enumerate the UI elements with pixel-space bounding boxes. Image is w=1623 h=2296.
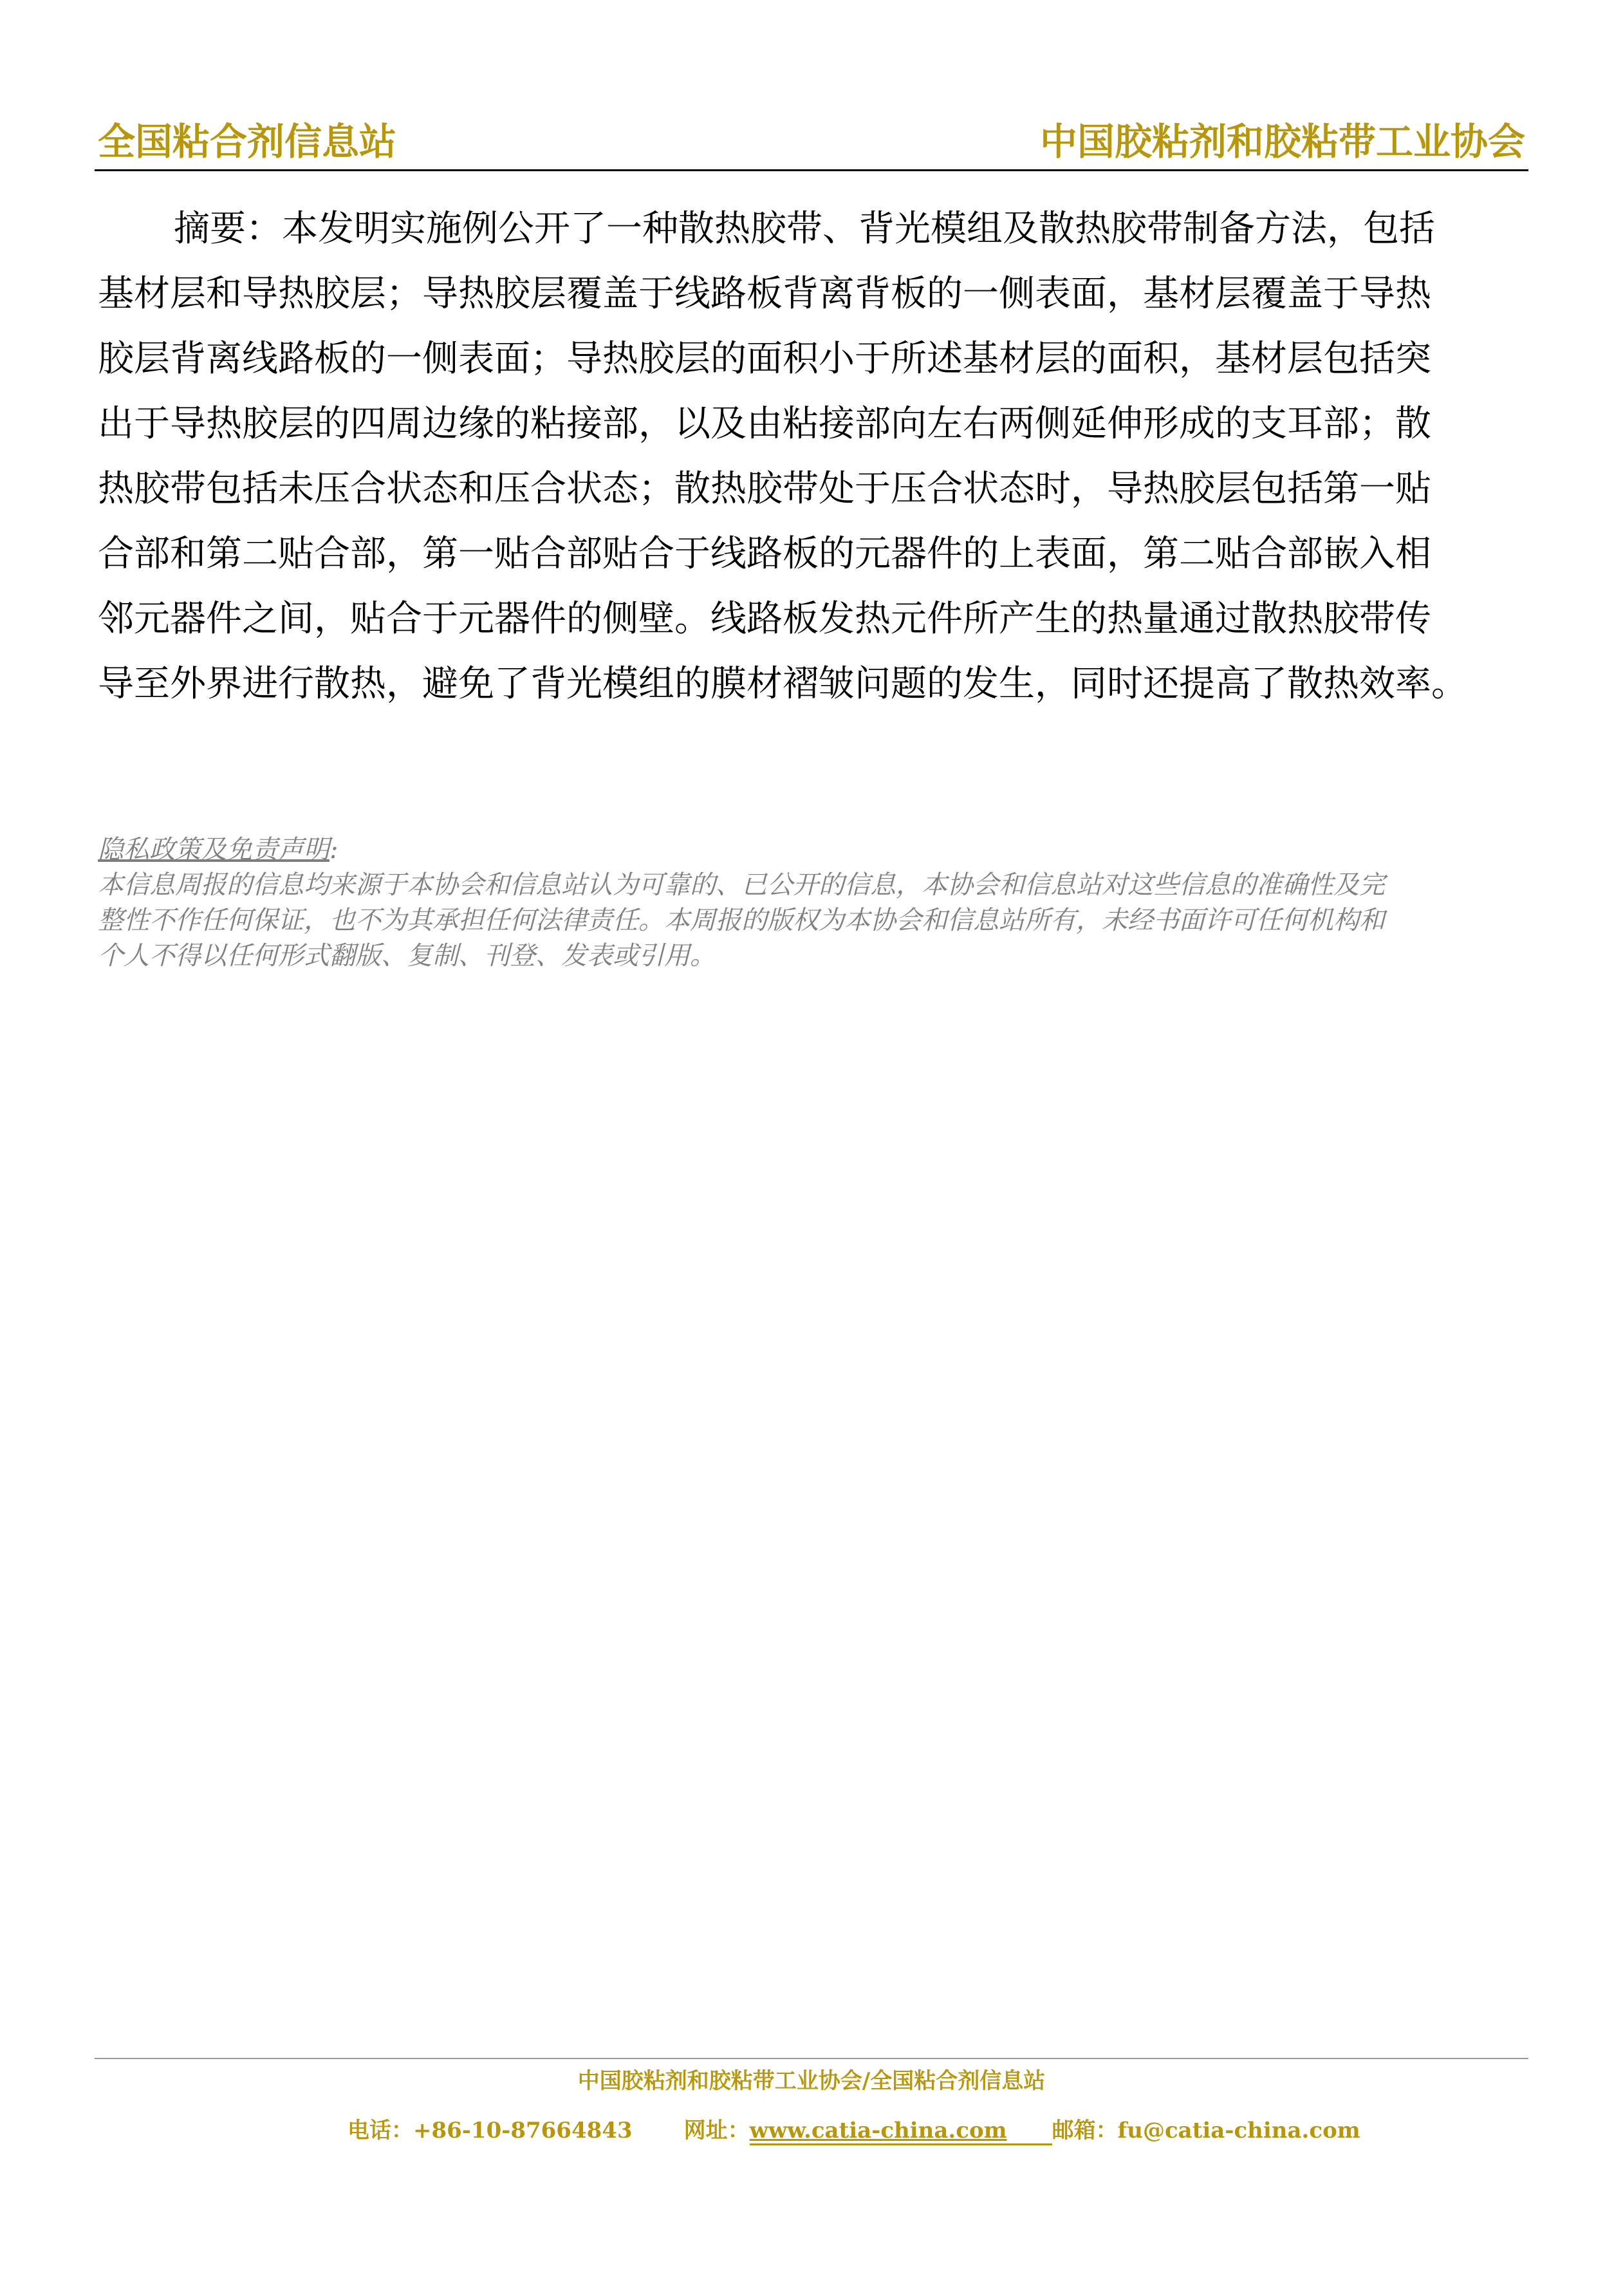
abstract-line: 胶层背离线路板的一侧表面；导热胶层的面积小于所述基材层的面积，基材层包括突 <box>98 338 1431 380</box>
abstract-line: 热胶带包括未压合状态和压合状态；散热胶带处于压合状态时，导热胶层包括第一贴 <box>98 468 1431 510</box>
abstract-line: 邻元器件之间，贴合于元器件的侧壁。线路板发热元件所产生的热量通过散热胶带传 <box>98 598 1431 640</box>
disclaimer-line: 整性不作任何保证，也不为其承担任何法律责任。本周报的版权为本协会和信息站所有，未经书面许可任何机构和 <box>98 906 1385 935</box>
abstract-line: 导至外界进行散热，避免了背光模组的膜材褶皱问题的发生，同时还提高了散热效率。 <box>98 663 1467 705</box>
header-divider <box>95 169 1528 171</box>
disclaimer-line: 本信息周报的信息均来源于本协会和信息站认为可靠的、已公开的信息，本协会和信息站对这些信息的准确性及完 <box>98 870 1385 900</box>
abstract-line: 合部和第二贴合部，第一贴合部贴合于线路板的元器件的上表面，第二贴合部嵌入相 <box>98 533 1431 575</box>
footer-contact <box>348 2114 1360 2147</box>
abstract-line: 出于导热胶层的四周边缘的粘接部，以及由粘接部向左右两侧延伸形成的支耳部；散 <box>98 403 1431 445</box>
abstract-paragraph <box>98 196 1534 716</box>
phone-label: 电话： <box>348 2118 413 2143</box>
footer-organization: 中国胶粘剂和胶粘带工业协会/全国粘合剂信息站 <box>577 2068 1046 2094</box>
website-link[interactable]: www.catia-china.com <box>750 2118 1052 2145</box>
disclaimer-line: 个人不得以任何形式翻版、复制、刊登、发表或引用。 <box>98 941 716 971</box>
site-title: 全国粘合剂信息站 <box>98 120 397 163</box>
abstract-line: 摘要：本发明实施例公开了一种散热胶带、背光模组及散热胶带制备方法，包括 <box>174 208 1435 250</box>
email-label: 邮箱： <box>1052 2118 1118 2143</box>
footer-divider <box>95 2058 1528 2059</box>
association-title: 中国胶粘剂和胶粘带工业协会 <box>1039 120 1525 163</box>
disclaimer-heading <box>98 832 1534 868</box>
disclaimer-title-colon: : <box>329 835 339 864</box>
disclaimer-block <box>98 832 1534 974</box>
phone-number: +86-10-87664843 <box>413 2118 633 2143</box>
abstract-line: 基材层和导热胶层；导热胶层覆盖于线路板背离背板的一侧表面，基材层覆盖于导热 <box>98 273 1431 315</box>
email-address[interactable]: fu@catia-china.com <box>1117 2118 1360 2143</box>
disclaimer-title: 隐私政策及免责声明 <box>98 835 329 864</box>
website-label: 网址： <box>683 2118 750 2143</box>
